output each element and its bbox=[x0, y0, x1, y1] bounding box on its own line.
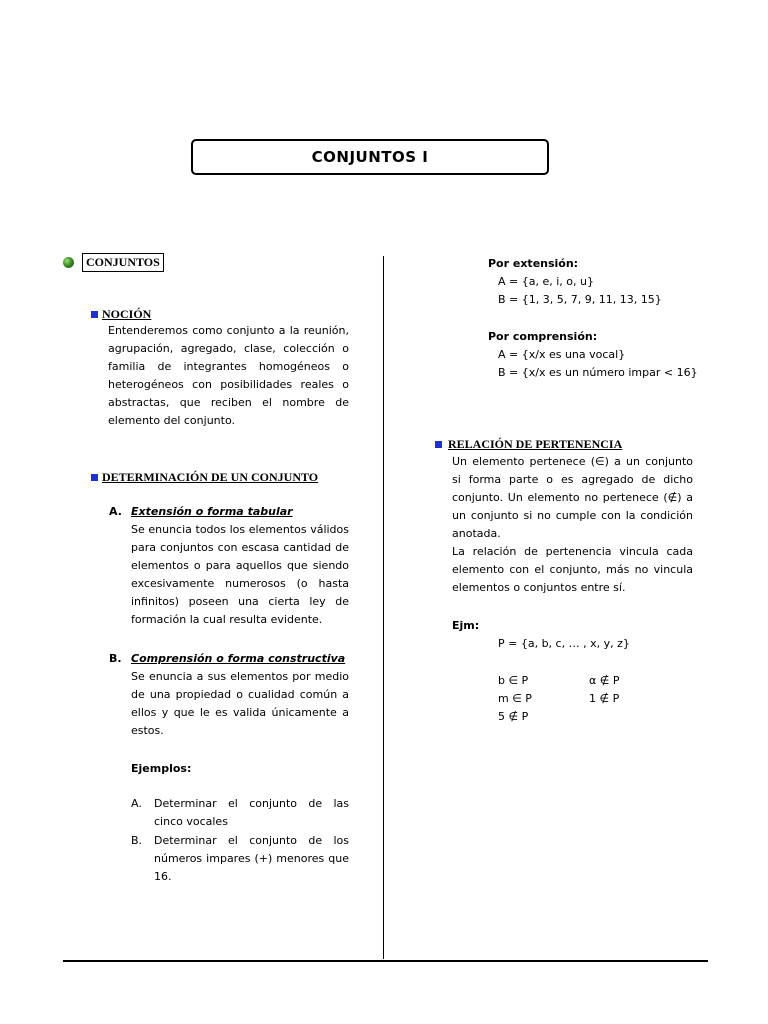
membership-cell: b ∈ P bbox=[498, 674, 529, 687]
comprension-title: Comprensión o forma constructiva bbox=[131, 652, 346, 665]
marker-a: A. bbox=[109, 505, 122, 518]
relacion-paragraph: Un elemento pertenece (∈) a un conjunto si forma parte o es agregado de dicho conjunto. Un elemento no pertenece (∉) a un conjunto si no cumple con la condición anotada. La relación de pertenencia vincula cada elemento con el conjunto, más no vincula elementos o conjuntos entre sí. bbox=[452, 455, 693, 594]
comprension-line-a: A = {x/x es una vocal} bbox=[498, 348, 626, 361]
membership-cell: 5 ∉ P bbox=[498, 710, 529, 723]
por-extension-label: Por extensión: bbox=[488, 257, 579, 270]
marker-b: B. bbox=[109, 652, 122, 665]
column-divider bbox=[383, 256, 384, 959]
page-title: CONJUNTOS I bbox=[191, 139, 549, 175]
heading-relacion: RELACIÓN DE PERTENENCIA bbox=[448, 437, 623, 451]
blue-square-bullet-icon bbox=[91, 474, 98, 481]
ejemplo-item-b: Determinar el conjunto de los números impares (+) menores que 16. bbox=[154, 834, 349, 883]
nocion-paragraph: Entenderemos como conjunto a la reunión, agrupación, agregado, clase, colección o familia de integrantes homogéneos o heterogéneos con posibilidades reales o abstractas, que reciben el nombre de elemento del conjunto. bbox=[108, 324, 349, 427]
extension-line-a: A = {a, e, i, o, u} bbox=[498, 275, 594, 288]
membership-cell: α ∉ P bbox=[589, 674, 620, 687]
extension-title: Extensión o forma tabular bbox=[131, 505, 293, 518]
ejemplo-item-a: Determinar el conjunto de las cinco vocales bbox=[154, 797, 349, 828]
ejemplo-marker-b: B. bbox=[131, 834, 143, 847]
membership-cell: 1 ∉ P bbox=[589, 692, 620, 705]
membership-cell: m ∈ P bbox=[498, 692, 532, 705]
heading-nocion: NOCIÓN bbox=[102, 307, 152, 321]
por-comprension-label: Por comprensión: bbox=[488, 330, 598, 343]
extension-line-b: B = {1, 3, 5, 7, 9, 11, 13, 15} bbox=[498, 293, 662, 306]
ejemplos-label: Ejemplos: bbox=[131, 762, 192, 775]
ejm-label: Ejm: bbox=[452, 619, 480, 632]
ejemplo-marker-a: A. bbox=[131, 797, 142, 810]
blue-square-bullet-icon bbox=[435, 441, 442, 448]
green-ball-bullet-icon bbox=[63, 257, 74, 268]
bottom-rule bbox=[63, 960, 708, 962]
section-heading-conjuntos: CONJUNTOS bbox=[82, 253, 164, 272]
comprension-paragraph: Se enuncia a sus elementos por medio de una propiedad o cualidad común a ellos y que le es valida únicamente a estos. bbox=[131, 670, 349, 737]
extension-paragraph: Se enuncia todos los elementos válidos para conjuntos con escasa cantidad de elementos o para aquellos que siendo excesivamente numerosos (o hasta infinitos) poseen una cierta ley de formación la cual resulta evidente. bbox=[131, 523, 349, 626]
blue-square-bullet-icon bbox=[91, 311, 98, 318]
heading-determinacion: DETERMINACIÓN DE UN CONJUNTO bbox=[102, 470, 319, 484]
ejm-set-definition: P = {a, b, c, … , x, y, z} bbox=[498, 637, 630, 650]
comprension-line-b: B = {x/x es un número impar < 16} bbox=[498, 366, 698, 379]
